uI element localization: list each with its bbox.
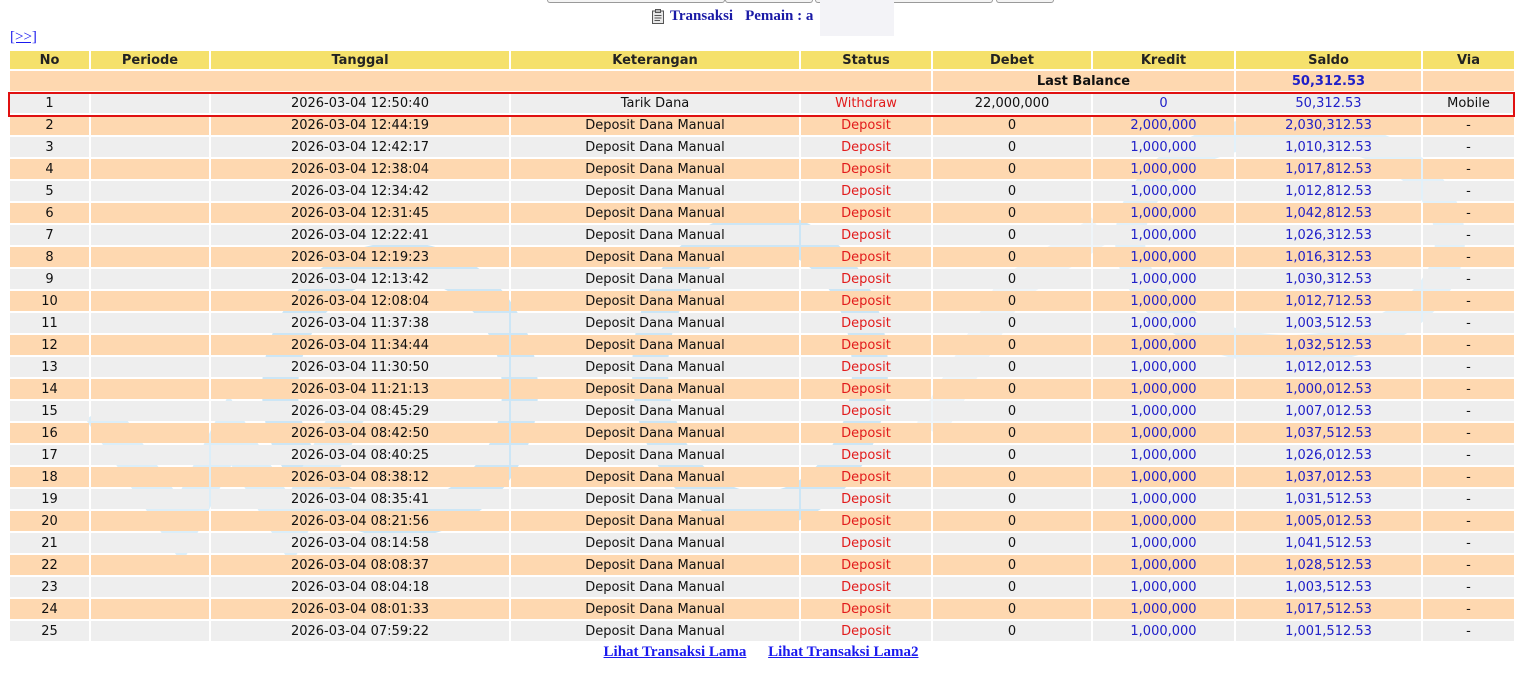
cell-saldo: 1,010,312.53 — [1236, 137, 1421, 157]
cell-tanggal: 2026-03-04 11:21:13 — [211, 379, 509, 399]
cell-via: - — [1423, 489, 1514, 509]
cell-status: Deposit — [801, 225, 931, 245]
column-header-periode[interactable]: Periode — [91, 51, 209, 69]
table-row[interactable] — [10, 621, 1514, 641]
cell-keterangan: Deposit Dana Manual — [511, 137, 799, 157]
table-row[interactable] — [10, 159, 1514, 179]
cell-kredit: 1,000,000 — [1093, 489, 1234, 509]
cell-keterangan: Deposit Dana Manual — [511, 225, 799, 245]
cell-tanggal: 2026-03-04 08:08:37 — [211, 555, 509, 575]
cell-keterangan: Deposit Dana Manual — [511, 401, 799, 421]
cell-tanggal: 2026-03-04 11:37:38 — [211, 313, 509, 333]
cell-no: 19 — [10, 489, 89, 509]
cell-periode — [91, 489, 209, 509]
cell-debet: 0 — [933, 533, 1091, 553]
cell-saldo: 1,003,512.53 — [1236, 577, 1421, 597]
cell-keterangan: Deposit Dana Manual — [511, 203, 799, 223]
cell-no: 25 — [10, 621, 89, 641]
cell-periode — [91, 379, 209, 399]
last-balance-label: Last Balance — [933, 71, 1234, 91]
cell-tanggal: 2026-03-04 12:22:41 — [211, 225, 509, 245]
cell-saldo: 1,012,812.53 — [1236, 181, 1421, 201]
last-balance-row — [10, 71, 1514, 91]
table-row[interactable] — [10, 533, 1514, 553]
cell-via: - — [1423, 621, 1514, 641]
cell-kredit: 1,000,000 — [1093, 599, 1234, 619]
cell-debet: 0 — [933, 137, 1091, 157]
cell-keterangan: Deposit Dana Manual — [511, 291, 799, 311]
cell-saldo: 50,312.53 — [1236, 93, 1421, 113]
cell-via: - — [1423, 357, 1514, 377]
column-header-keterangan[interactable]: Keterangan — [511, 51, 799, 69]
column-header-saldo[interactable]: Saldo — [1236, 51, 1421, 69]
cell-keterangan: Deposit Dana Manual — [511, 269, 799, 289]
cell-via: - — [1423, 137, 1514, 157]
cell-tanggal: 2026-03-04 08:14:58 — [211, 533, 509, 553]
cell-status: Deposit — [801, 445, 931, 465]
cell-debet: 0 — [933, 445, 1091, 465]
cell-saldo: 1,031,512.53 — [1236, 489, 1421, 509]
cell-kredit: 1,000,000 — [1093, 357, 1234, 377]
cell-kredit: 1,000,000 — [1093, 181, 1234, 201]
table-row[interactable] — [10, 511, 1514, 531]
cell-periode — [91, 577, 209, 597]
cell-kredit: 1,000,000 — [1093, 247, 1234, 267]
cell-tanggal: 2026-03-04 12:38:04 — [211, 159, 509, 179]
cell-keterangan: Deposit Dana Manual — [511, 423, 799, 443]
cell-saldo: 1,017,812.53 — [1236, 159, 1421, 179]
cell-kredit: 1,000,000 — [1093, 555, 1234, 575]
cell-keterangan: Deposit Dana Manual — [511, 621, 799, 641]
cell-debet: 0 — [933, 181, 1091, 201]
cell-via: - — [1423, 181, 1514, 201]
cell-no: 22 — [10, 555, 89, 575]
cell-debet: 0 — [933, 269, 1091, 289]
cell-via: - — [1423, 445, 1514, 465]
cell-status: Deposit — [801, 269, 931, 289]
cell-via: - — [1423, 511, 1514, 531]
cell-no: 15 — [10, 401, 89, 421]
cell-no: 5 — [10, 181, 89, 201]
cell-status: Deposit — [801, 247, 931, 267]
table-row[interactable] — [10, 445, 1514, 465]
table-row[interactable] — [10, 225, 1514, 245]
cell-saldo: 1,030,312.53 — [1236, 269, 1421, 289]
cell-debet: 0 — [933, 291, 1091, 311]
cell-kredit: 1,000,000 — [1093, 313, 1234, 333]
cell-no: 14 — [10, 379, 89, 399]
cell-saldo: 1,032,512.53 — [1236, 335, 1421, 355]
cell-debet: 0 — [933, 467, 1091, 487]
cell-tanggal: 2026-03-04 08:04:18 — [211, 577, 509, 597]
cell-tanggal: 2026-03-04 08:45:29 — [211, 401, 509, 421]
cell-debet: 0 — [933, 335, 1091, 355]
cell-debet: 0 — [933, 159, 1091, 179]
cell-periode — [91, 555, 209, 575]
cell-status: Deposit — [801, 467, 931, 487]
cell-saldo: 1,042,812.53 — [1236, 203, 1421, 223]
cell-keterangan: Deposit Dana Manual — [511, 467, 799, 487]
cell-periode — [91, 203, 209, 223]
cell-keterangan: Deposit Dana Manual — [511, 313, 799, 333]
cell-no: 9 — [10, 269, 89, 289]
table-row[interactable] — [10, 269, 1514, 289]
cell-via: - — [1423, 247, 1514, 267]
cell-kredit: 1,000,000 — [1093, 137, 1234, 157]
cell-no: 24 — [10, 599, 89, 619]
cell-kredit: 1,000,000 — [1093, 511, 1234, 531]
cell-tanggal: 2026-03-04 08:42:50 — [211, 423, 509, 443]
cell-status: Withdraw — [801, 93, 931, 113]
cell-no: 18 — [10, 467, 89, 487]
cell-saldo: 2,030,312.53 — [1236, 115, 1421, 135]
cell-saldo: 1,017,512.53 — [1236, 599, 1421, 619]
cell-status: Deposit — [801, 489, 931, 509]
cell-saldo: 1,001,512.53 — [1236, 621, 1421, 641]
cell-periode — [91, 269, 209, 289]
table-row[interactable] — [10, 599, 1514, 619]
cell-no: 17 — [10, 445, 89, 465]
cell-saldo: 1,037,012.53 — [1236, 467, 1421, 487]
cell-keterangan: Deposit Dana Manual — [511, 555, 799, 575]
cell-no: 2 — [10, 115, 89, 135]
cell-saldo: 1,016,312.53 — [1236, 247, 1421, 267]
cell-kredit: 1,000,000 — [1093, 225, 1234, 245]
cell-periode — [91, 313, 209, 333]
cell-no: 1 — [10, 93, 89, 113]
cell-tanggal: 2026-03-04 12:42:17 — [211, 137, 509, 157]
cell-via: - — [1423, 577, 1514, 597]
last-balance-spacer — [10, 71, 931, 91]
table-row[interactable] — [10, 93, 1514, 113]
clipboard-icon — [652, 9, 664, 24]
cell-tanggal: 2026-03-04 11:30:50 — [211, 357, 509, 377]
cell-via: - — [1423, 159, 1514, 179]
cell-status: Deposit — [801, 159, 931, 179]
cell-kredit: 1,000,000 — [1093, 533, 1234, 553]
cell-keterangan: Deposit Dana Manual — [511, 489, 799, 509]
cell-saldo: 1,012,012.53 — [1236, 357, 1421, 377]
cell-keterangan: Deposit Dana Manual — [511, 247, 799, 267]
cell-keterangan: Deposit Dana Manual — [511, 181, 799, 201]
cell-kredit: 1,000,000 — [1093, 379, 1234, 399]
cell-via: - — [1423, 401, 1514, 421]
page-title-text: Transaksi — [670, 7, 734, 24]
cell-status: Deposit — [801, 137, 931, 157]
cell-kredit: 1,000,000 — [1093, 291, 1234, 311]
cell-via: - — [1423, 335, 1514, 355]
cell-debet: 0 — [933, 577, 1091, 597]
cell-periode — [91, 159, 209, 179]
cell-periode — [91, 401, 209, 421]
cell-status: Deposit — [801, 379, 931, 399]
cell-periode — [91, 511, 209, 531]
column-header-via[interactable]: Via — [1423, 51, 1514, 69]
last-balance-value: 50,312.53 — [1236, 71, 1421, 91]
cell-no: 8 — [10, 247, 89, 267]
cell-saldo: 1,028,512.53 — [1236, 555, 1421, 575]
cell-kredit: 1,000,000 — [1093, 335, 1234, 355]
cell-via: - — [1423, 203, 1514, 223]
cell-debet: 0 — [933, 115, 1091, 135]
top-field-1[interactable] — [547, 0, 725, 3]
cell-via: - — [1423, 467, 1514, 487]
table-header-row — [10, 51, 1514, 69]
cell-tanggal: 2026-03-04 12:31:45 — [211, 203, 509, 223]
cell-no: 4 — [10, 159, 89, 179]
table-row[interactable] — [10, 379, 1514, 399]
cell-no: 11 — [10, 313, 89, 333]
table-row[interactable] — [10, 181, 1514, 201]
cell-via: - — [1423, 423, 1514, 443]
transaction-table — [8, 49, 1516, 643]
table-row[interactable] — [10, 313, 1514, 333]
cell-periode — [91, 357, 209, 377]
cell-kredit: 1,000,000 — [1093, 203, 1234, 223]
top-button[interactable] — [996, 0, 1054, 3]
cell-periode — [91, 467, 209, 487]
table-row[interactable] — [10, 291, 1514, 311]
cell-debet: 0 — [933, 225, 1091, 245]
cell-via: - — [1423, 555, 1514, 575]
cell-debet: 0 — [933, 357, 1091, 377]
cell-tanggal: 2026-03-04 08:35:41 — [211, 489, 509, 509]
cell-tanggal: 2026-03-04 12:19:23 — [211, 247, 509, 267]
cell-kredit: 1,000,000 — [1093, 423, 1234, 443]
cell-kredit: 1,000,000 — [1093, 401, 1234, 421]
table-row[interactable] — [10, 467, 1514, 487]
redacted-player-name — [820, 0, 894, 36]
cell-kredit: 1,000,000 — [1093, 577, 1234, 597]
footer-links — [0, 644, 1522, 661]
cell-periode — [91, 621, 209, 641]
table-row[interactable] — [10, 203, 1514, 223]
cell-debet: 0 — [933, 621, 1091, 641]
table-row[interactable] — [10, 489, 1514, 509]
old-transactions-link[interactable]: Lihat Transaksi Lama — [603, 644, 747, 660]
cell-periode — [91, 247, 209, 267]
cell-keterangan: Deposit Dana Manual — [511, 599, 799, 619]
page-title — [652, 6, 813, 26]
column-header-no[interactable]: No — [10, 51, 89, 69]
cell-no: 10 — [10, 291, 89, 311]
cell-no: 7 — [10, 225, 89, 245]
cell-status: Deposit — [801, 115, 931, 135]
cell-tanggal: 2026-03-04 12:34:42 — [211, 181, 509, 201]
cell-no: 3 — [10, 137, 89, 157]
cell-status: Deposit — [801, 203, 931, 223]
cell-keterangan: Deposit Dana Manual — [511, 115, 799, 135]
cell-keterangan: Deposit Dana Manual — [511, 335, 799, 355]
cell-status: Deposit — [801, 291, 931, 311]
cell-tanggal: 2026-03-04 08:40:25 — [211, 445, 509, 465]
cell-tanggal: 2026-03-04 12:08:04 — [211, 291, 509, 311]
cell-kredit: 0 — [1093, 93, 1234, 113]
cell-debet: 0 — [933, 423, 1091, 443]
cell-debet: 0 — [933, 599, 1091, 619]
cell-status: Deposit — [801, 621, 931, 641]
cell-keterangan: Deposit Dana Manual — [511, 379, 799, 399]
cell-tanggal: 2026-03-04 08:01:33 — [211, 599, 509, 619]
cell-tanggal: 2026-03-04 12:50:40 — [211, 93, 509, 113]
table-row[interactable] — [10, 115, 1514, 135]
table-row[interactable] — [10, 357, 1514, 377]
cell-via: Mobile — [1423, 93, 1514, 113]
column-header-kredit[interactable]: Kredit — [1093, 51, 1234, 69]
cell-status: Deposit — [801, 401, 931, 421]
cell-periode — [91, 533, 209, 553]
cell-debet: 0 — [933, 489, 1091, 509]
cell-kredit: 1,000,000 — [1093, 159, 1234, 179]
cell-saldo: 1,005,012.53 — [1236, 511, 1421, 531]
cell-kredit: 1,000,000 — [1093, 269, 1234, 289]
cell-periode — [91, 291, 209, 311]
cell-no: 13 — [10, 357, 89, 377]
table-row[interactable] — [10, 137, 1514, 157]
cell-saldo: 1,026,312.53 — [1236, 225, 1421, 245]
cell-status: Deposit — [801, 357, 931, 377]
cell-via: - — [1423, 291, 1514, 311]
cell-saldo: 1,012,712.53 — [1236, 291, 1421, 311]
cell-debet: 0 — [933, 555, 1091, 575]
cell-saldo: 1,037,512.53 — [1236, 423, 1421, 443]
cell-keterangan: Deposit Dana Manual — [511, 533, 799, 553]
cell-kredit: 1,000,000 — [1093, 621, 1234, 641]
cell-status: Deposit — [801, 533, 931, 553]
cell-status: Deposit — [801, 423, 931, 443]
cell-tanggal: 2026-03-04 08:38:12 — [211, 467, 509, 487]
cell-periode — [91, 335, 209, 355]
cell-via: - — [1423, 225, 1514, 245]
column-header-tanggal[interactable]: Tanggal — [211, 51, 509, 69]
column-header-status[interactable]: Status — [801, 51, 931, 69]
cell-keterangan: Deposit Dana Manual — [511, 357, 799, 377]
cell-no: 16 — [10, 423, 89, 443]
cell-no: 6 — [10, 203, 89, 223]
cell-no: 12 — [10, 335, 89, 355]
table-row[interactable] — [10, 423, 1514, 443]
cell-debet: 0 — [933, 247, 1091, 267]
table-row[interactable] — [10, 577, 1514, 597]
cell-via: - — [1423, 313, 1514, 333]
table-row[interactable] — [10, 335, 1514, 355]
cell-no: 21 — [10, 533, 89, 553]
top-field-2[interactable] — [725, 0, 813, 3]
cell-saldo: 1,003,512.53 — [1236, 313, 1421, 333]
cell-status: Deposit — [801, 335, 931, 355]
cell-saldo: 1,007,012.53 — [1236, 401, 1421, 421]
cell-via: - — [1423, 115, 1514, 135]
cell-periode — [91, 423, 209, 443]
column-header-debet[interactable]: Debet — [933, 51, 1091, 69]
cell-keterangan: Deposit Dana Manual — [511, 445, 799, 465]
cell-saldo: 1,000,012.53 — [1236, 379, 1421, 399]
cell-tanggal: 2026-03-04 12:44:19 — [211, 115, 509, 135]
cell-periode — [91, 445, 209, 465]
cell-saldo: 1,026,012.53 — [1236, 445, 1421, 465]
cell-status: Deposit — [801, 313, 931, 333]
cell-debet: 0 — [933, 313, 1091, 333]
cell-debet: 0 — [933, 511, 1091, 531]
cell-status: Deposit — [801, 181, 931, 201]
cell-debet: 22,000,000 — [933, 93, 1091, 113]
cell-status: Deposit — [801, 577, 931, 597]
table-row[interactable] — [10, 401, 1514, 421]
old-transactions-2-link[interactable]: Lihat Transaksi Lama2 — [768, 644, 919, 660]
cell-debet: 0 — [933, 203, 1091, 223]
cell-kredit: 2,000,000 — [1093, 115, 1234, 135]
cell-keterangan: Deposit Dana Manual — [511, 577, 799, 597]
player-label: Pemain : a — [745, 7, 814, 24]
cell-no: 23 — [10, 577, 89, 597]
last-balance-empty — [1423, 71, 1514, 91]
next-page-link[interactable]: [>>] — [10, 29, 37, 45]
cell-periode — [91, 115, 209, 135]
cell-debet: 0 — [933, 401, 1091, 421]
cell-keterangan: Tarik Dana — [511, 93, 799, 113]
cell-periode — [91, 137, 209, 157]
cell-periode — [91, 181, 209, 201]
cell-tanggal: 2026-03-04 07:59:22 — [211, 621, 509, 641]
table-row[interactable] — [10, 555, 1514, 575]
cell-tanggal: 2026-03-04 12:13:42 — [211, 269, 509, 289]
cell-keterangan: Deposit Dana Manual — [511, 511, 799, 531]
cell-debet: 0 — [933, 379, 1091, 399]
cell-via: - — [1423, 269, 1514, 289]
cell-status: Deposit — [801, 511, 931, 531]
cell-kredit: 1,000,000 — [1093, 467, 1234, 487]
cell-no: 20 — [10, 511, 89, 531]
cell-tanggal: 2026-03-04 08:21:56 — [211, 511, 509, 531]
cell-via: - — [1423, 533, 1514, 553]
cell-via: - — [1423, 379, 1514, 399]
cell-tanggal: 2026-03-04 11:34:44 — [211, 335, 509, 355]
cell-kredit: 1,000,000 — [1093, 445, 1234, 465]
cell-periode — [91, 599, 209, 619]
cell-status: Deposit — [801, 555, 931, 575]
table-row[interactable] — [10, 247, 1514, 267]
cell-keterangan: Deposit Dana Manual — [511, 159, 799, 179]
cell-saldo: 1,041,512.53 — [1236, 533, 1421, 553]
cell-periode — [91, 225, 209, 245]
cell-status: Deposit — [801, 599, 931, 619]
cell-via: - — [1423, 599, 1514, 619]
cell-periode — [91, 93, 209, 113]
